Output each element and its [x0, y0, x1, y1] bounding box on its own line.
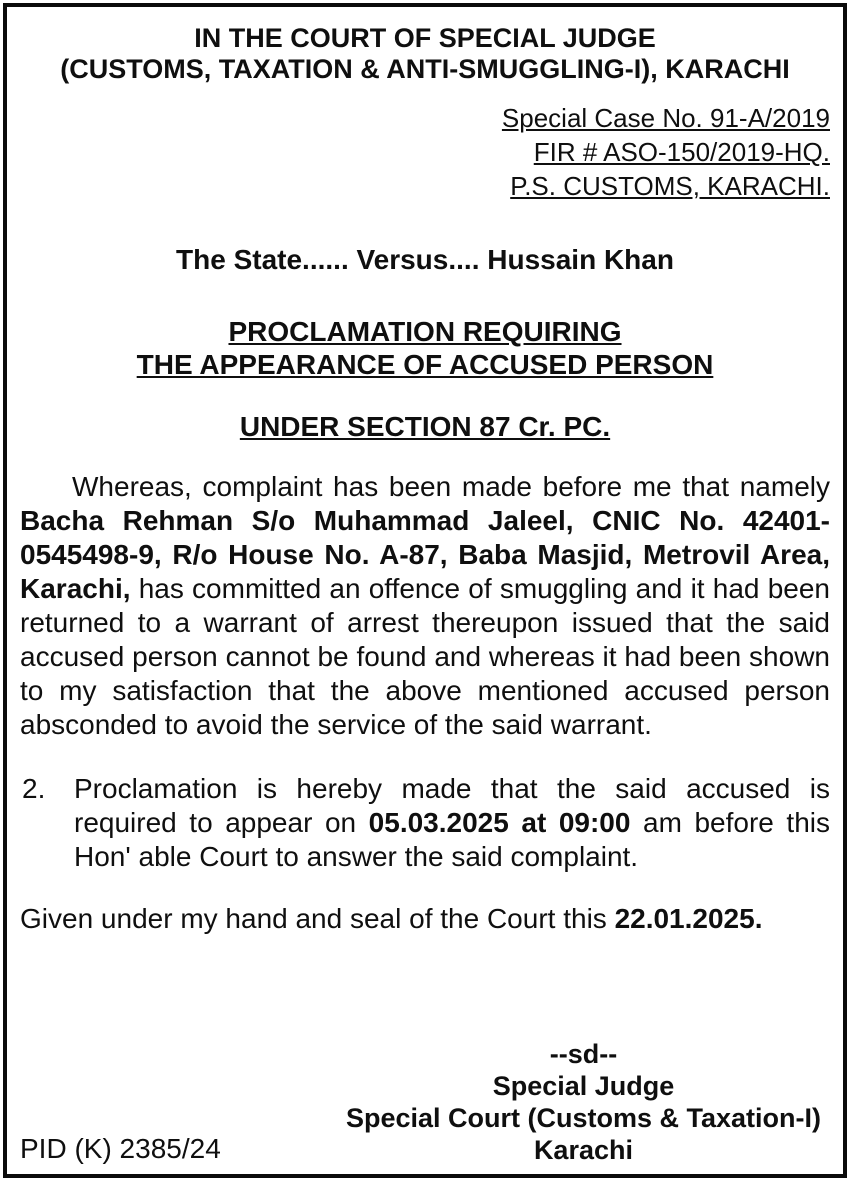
- police-station: P.S. CUSTOMS, KARACHI.: [510, 171, 830, 201]
- signature-city: Karachi: [533, 1135, 633, 1165]
- proclamation-heading-line2: THE APPEARANCE OF ACCUSED PERSON: [136, 349, 714, 380]
- accused-details: Bacha Rehman S/o Muhammad Jaleel, CNIC No. 42401-0545498-9, R/o House No. A-87, Baba Masjid, Metrovil Area, Karachi,: [20, 505, 830, 604]
- signature-block: [346, 1038, 821, 1166]
- case-number: Special Case No. 91-A/2019: [501, 103, 830, 133]
- parties-line: The State...... Versus.... Hussain Khan: [176, 244, 674, 275]
- fir-number: FIR # ASO-150/2019-HQ.: [533, 137, 830, 167]
- signature-court: Special Court (Customs & Taxation-I): [345, 1103, 821, 1133]
- proclamation-heading-row1: [20, 315, 830, 348]
- signature-sd: --sd--: [549, 1039, 618, 1069]
- proclamation-heading: [20, 315, 830, 381]
- appearance-datetime: 05.03.2025 at 09:00: [368, 807, 631, 838]
- item-text-1: Proclamation is hereby made that the said accused is required to appear on: [74, 773, 830, 838]
- signature-title: Special Judge: [492, 1071, 675, 1101]
- item-number: 2.: [22, 773, 46, 804]
- closing-text: Given under my hand and seal of the Court this: [20, 903, 615, 934]
- court-title: [20, 23, 830, 85]
- whereas-text-2: has committed an offence of smuggling and it had been returned to a warrant of arrest thereupon issued that the said accused person cannot be found and whereas it had been shown to my satisfaction that the above mentioned accused person absconded to avoid the service of the said warrant.: [20, 573, 830, 740]
- court-title-line1: IN THE COURT OF SPECIAL JUDGE: [194, 23, 656, 53]
- section-heading: [20, 410, 830, 444]
- proclamation-heading-row2: [20, 348, 830, 381]
- proclamation-item-2: [20, 772, 830, 874]
- pid-number: PID (K) 2385/24: [20, 1133, 221, 1164]
- court-title-line2: (CUSTOMS, TAXATION & ANTI-SMUGGLING-I), KARACHI: [60, 54, 790, 84]
- closing-date: 22.01.2025.: [614, 903, 763, 934]
- police-station-row: [20, 169, 830, 203]
- whereas-paragraph: [20, 470, 830, 742]
- whereas-text-1: Whereas, complaint has been made before me that namely: [72, 471, 830, 502]
- fir-number-row: [20, 135, 830, 169]
- item-text-2: am before this Hon' able Court to answer the said complaint.: [74, 807, 831, 872]
- proclamation-heading-line1: PROCLAMATION REQUIRING: [228, 316, 622, 347]
- section-heading-text: UNDER SECTION 87 Cr. PC.: [239, 411, 611, 442]
- case-number-row: [20, 101, 830, 135]
- closing-paragraph: [20, 902, 830, 936]
- document-border-frame: [3, 3, 847, 1178]
- case-info-block: [20, 101, 830, 203]
